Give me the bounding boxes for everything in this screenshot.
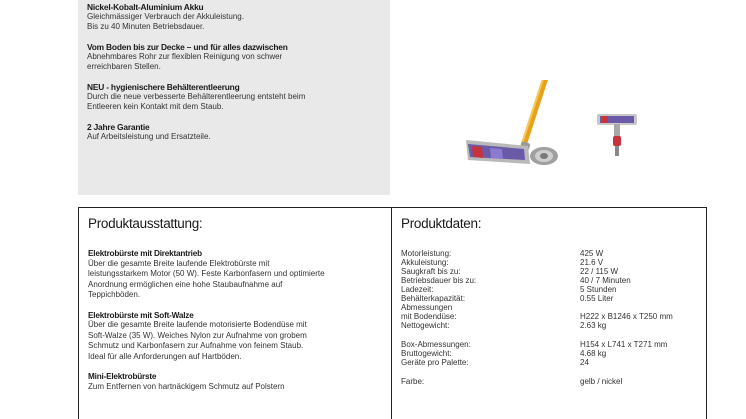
spec-row: [401, 340, 697, 349]
equipment-box: [78, 207, 392, 419]
feature-text: Auf Arbeitsleistung und Ersatzteile.: [87, 132, 211, 141]
spec-label: Saugkraft bis zu:: [401, 267, 461, 276]
spec-label: Behälterkapazität:: [401, 294, 466, 303]
feature-title: Nickel-Kobalt-Aluminium Akku: [87, 2, 204, 12]
spec-label: Bruttogewicht:: [401, 349, 452, 358]
spec-value: 5 Stunden: [580, 285, 617, 294]
spec-row: [401, 258, 697, 267]
spec-value: 40 / 7 Minuten: [580, 276, 631, 285]
spec-row: [401, 358, 697, 367]
spec-value: 425 W: [580, 249, 604, 258]
vacuum-product-image: [462, 80, 570, 180]
spec-label: Farbe:: [401, 377, 425, 386]
feature-block: [87, 122, 382, 142]
spec-value: 21.6 V: [580, 258, 604, 267]
spec-label: Box-Abmessungen:: [401, 340, 471, 349]
equipment-title: Mini-Elektrobürste: [88, 372, 157, 381]
feature-text: Gleichmässiger Verbrauch der Akkuleistung. Bis zu 40 Minuten Betriebsdauer.: [87, 12, 244, 31]
spec-value: 22 / 115 W: [580, 267, 619, 276]
equipment-text: Zum Entfernen von hartnäckigem Schmutz auf Polstern: [88, 381, 285, 391]
spec-row: [401, 349, 697, 358]
specs-heading: Produktdaten:: [401, 216, 482, 231]
feature-text: Abnehmbares Rohr zur flexiblen Reinigung von schwer erreichbaren Stellen.: [87, 52, 283, 71]
spec-value: H154 x L741 x T271 mm: [580, 340, 668, 349]
equipment-text: Über die gesamte Breite laufende motorisierte Bodendüse mit Soft-Walze (35 W). Weiches Nylon zur Aufnahme von grobem Schmutz und Karbonfasern zur Aufnahme von feinem Staub. Ideal für alle Anforderungen auf Hartböden.: [88, 320, 307, 361]
spec-label: Ladezeit:: [401, 285, 434, 294]
feature-title: Vom Boden bis zur Decke – und für alles dazwischen: [87, 42, 288, 52]
spec-group: [401, 377, 697, 386]
spec-label: mit Bodendüse:: [401, 312, 457, 321]
feature-block: [87, 2, 382, 32]
spec-row: [401, 249, 697, 258]
feature-title: NEU - hygienischere Behälterentleerung: [87, 82, 240, 92]
features-panel: [78, 0, 390, 195]
spec-label: Motorleistung:: [401, 249, 452, 258]
specs-table: [401, 249, 697, 386]
feature-block: [87, 42, 382, 72]
spec-value: 24: [580, 358, 589, 367]
feature-title: 2 Jahre Garantie: [87, 122, 150, 132]
spec-value: 0.55 Liter: [580, 294, 614, 303]
spec-value: gelb / nickel: [580, 377, 623, 386]
spec-label: Abmessungen: [401, 303, 453, 312]
spec-row: [401, 267, 697, 276]
spec-label: Nettogewicht:: [401, 321, 450, 330]
spec-row: [401, 321, 697, 330]
spec-row: [401, 312, 697, 321]
spec-label: Akkuleistung:: [401, 258, 449, 267]
equipment-heading: Produktausstattung:: [88, 216, 203, 231]
equipment-item: [88, 311, 382, 363]
spec-row: [401, 377, 697, 386]
specs-box: [391, 207, 707, 419]
equipment-text: Über die gesamte Breite laufende Elektrobürste mit leistungsstarkem Motor (50 W). Feste Karbonfasern und optimierte Anordnung ermöglichen eine hohe Staubaufnahme auf Teppichböden.: [88, 258, 325, 299]
feature-text: Durch die neue verbesserte Behälterentleerung entsteht beim Entleeren kein Kontakt mit dem Staub.: [87, 92, 306, 111]
equipment-item: [88, 249, 382, 301]
spec-value: 2.63 kg: [580, 321, 607, 330]
brush-head-thumbnail: [594, 102, 640, 160]
spec-row: [401, 276, 697, 285]
feature-block: [87, 82, 382, 112]
spec-label: Betriebsdauer bis zu:: [401, 276, 477, 285]
equipment-title: Elektrobürste mit Direktantrieb: [88, 249, 202, 258]
spec-group: [401, 249, 697, 330]
spec-row: [401, 285, 697, 294]
spec-row: [401, 303, 697, 312]
spec-value: H222 x B1246 x T250 mm: [580, 312, 673, 321]
equipment-item: [88, 372, 382, 392]
spec-label: Geräte pro Palette:: [401, 358, 469, 367]
spec-group: [401, 340, 697, 367]
equipment-title: Elektrobürste mit Soft-Walze: [88, 310, 194, 320]
spec-value: 4.68 kg: [580, 349, 607, 358]
spec-row: [401, 294, 697, 303]
